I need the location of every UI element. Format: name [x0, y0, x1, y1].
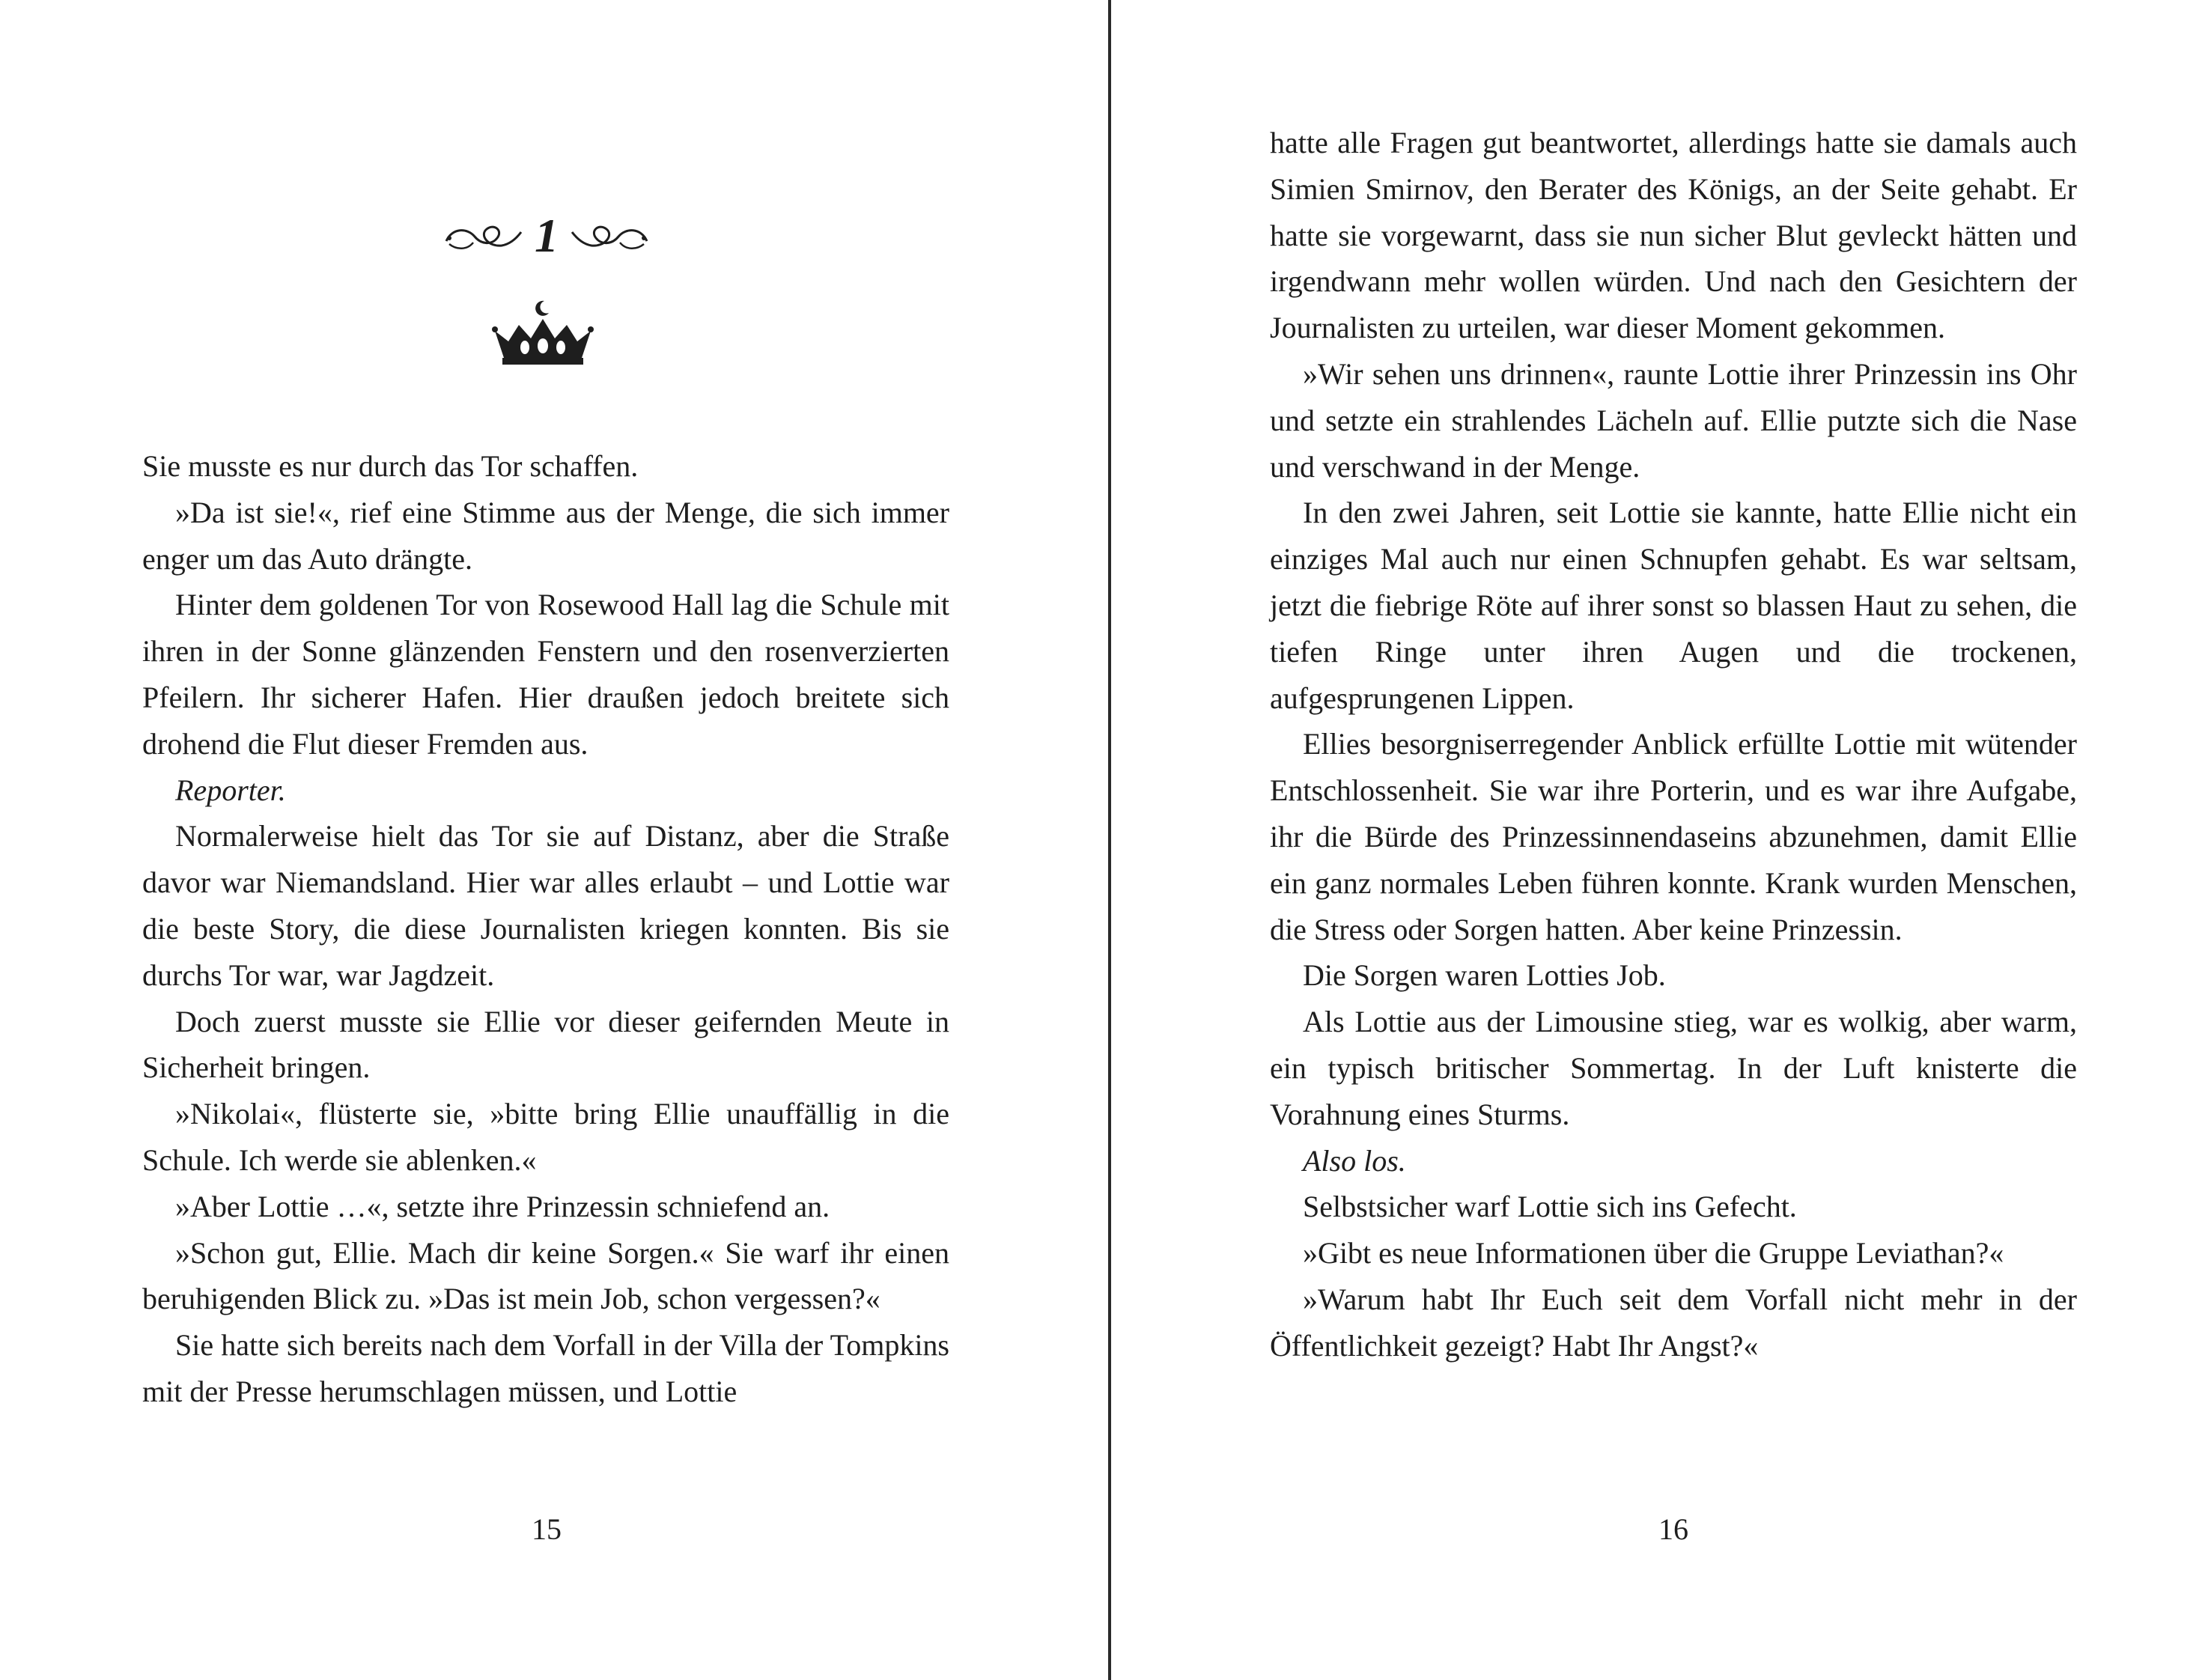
paragraph: Sie musste es nur durch das Tor schaffen. [142, 449, 639, 483]
paragraph: Normalerweise hielt das Tor sie auf Distanz, aber die Straße davor war Niemandsland. Hier war alles erlaubt – und Lottie war die beste Story, die diese Journalisten kriegen konnten. Bis sie durchs Tor war, war Jagdzeit. [142, 819, 949, 992]
paragraph: In den zwei Jahren, seit Lottie sie kannte, hatte Ellie nicht ein einziges Mal auch nur einen Schnupfen gehabt. Es war seltsam, jetzt die fiebrige Röte auf ihrer sonst so blassen Haut zu sehen, die tiefen Ringe unter ihren Augen und die trockenen, aufgesprungenen Lippen. [1270, 496, 2077, 715]
page-number: 15 [532, 1512, 562, 1546]
flourish-icon [442, 213, 524, 258]
paragraph: Die Sorgen waren Lotties Job. [1303, 958, 1666, 993]
paragraph: Ellies besorgniserregender Anblick erfüllte Lottie mit wütender Entschlossenheit. Sie war ihre Porterin, und es war ihre Aufgabe, ihr die Bürde des Prinzessinnendaseins abzunehmen, damit Ellie ein ganz normales Leben führen konnte. Krank wurden Menschen, die Stress oder Sorgen hatten. Aber keine Prinzessin. [1270, 727, 2077, 946]
paragraph: »Gibt es neue Informationen über die Gruppe Leviathan?« [1303, 1236, 2004, 1270]
paragraph: Sie hatte sich bereits nach dem Vorfall in der Villa der Tompkins mit der Presse herumschlagen müssen, und Lottie [142, 1328, 949, 1408]
paragraph: Selbstsicher warf Lottie sich ins Gefecht. [1303, 1190, 1797, 1224]
paragraph: Doch zuerst musste sie Ellie vor dieser geifernden Meute in Sicherheit bringen. [142, 1004, 949, 1085]
left-page [0, 0, 1105, 1680]
paragraph: Reporter. [175, 773, 286, 807]
chapter-number: 1 [535, 209, 559, 262]
paragraph: »Schon gut, Ellie. Mach dir keine Sorgen.« Sie warf ihr einen beruhigenden Blick zu. »Das ist mein Job, schon vergessen?« [142, 1235, 949, 1316]
paragraph: »Aber Lottie …«, setzte ihre Prinzessin schniefend an. [175, 1189, 830, 1223]
paragraph: Als Lottie aus der Limousine stieg, war es wolkig, aber warm, ein typisch britischer Sommertag. In der Luft knisterte die Vorahnung eines Sturms. [1270, 1005, 2077, 1131]
chapter-heading [442, 202, 651, 270]
right-page [1111, 0, 2211, 1680]
paragraph: »Da ist sie!«, rief eine Stimme aus der Menge, die sich immer enger um das Auto drängte. [142, 495, 949, 576]
left-page-body [142, 443, 949, 1415]
paragraph: »Warum habt Ihr Euch seit dem Vorfall nicht mehr in der Öffentlichkeit gezeigt? Habt Ihr Angst?« [1270, 1282, 2077, 1363]
paragraph: Hinter dem goldenen Tor von Rosewood Hall lag die Schule mit ihren in der Sonne glänzenden Fenstern und den rosenverzierten Pfeilern. Ihr sicherer Hafen. Hier draußen jedoch breitete sich drohend die Flut dieser Fremden aus. [142, 588, 949, 761]
right-page-body [1270, 120, 2077, 1369]
crown-icon [492, 298, 594, 367]
page-number: 16 [1658, 1512, 1688, 1546]
flourish-icon [569, 213, 651, 258]
paragraph: »Nikolai«, flüsterte sie, »bitte bring Ellie unauffällig in die Schule. Ich werde sie ablenken.« [142, 1097, 949, 1177]
paragraph: Also los. [1303, 1143, 1406, 1178]
paragraph: hatte alle Fragen gut beantwortet, allerdings hatte sie damals auch Simien Smirnov, den Berater des Königs, an der Seite gehabt. Er hatte sie vorgewarnt, dass sie nun sicher Blut gevleckt hätten und irgendwann mehr wollen würden. Und nach den Gesichtern der Journalisten zu urteilen, war dieser Moment gekommen. [1270, 126, 2077, 345]
paragraph: »Wir sehen uns drinnen«, raunte Lottie ihrer Prinzessin ins Ohr und setzte ein strahlendes Lächeln auf. Ellie putzte sich die Nase und verschwand in der Menge. [1270, 356, 2077, 484]
